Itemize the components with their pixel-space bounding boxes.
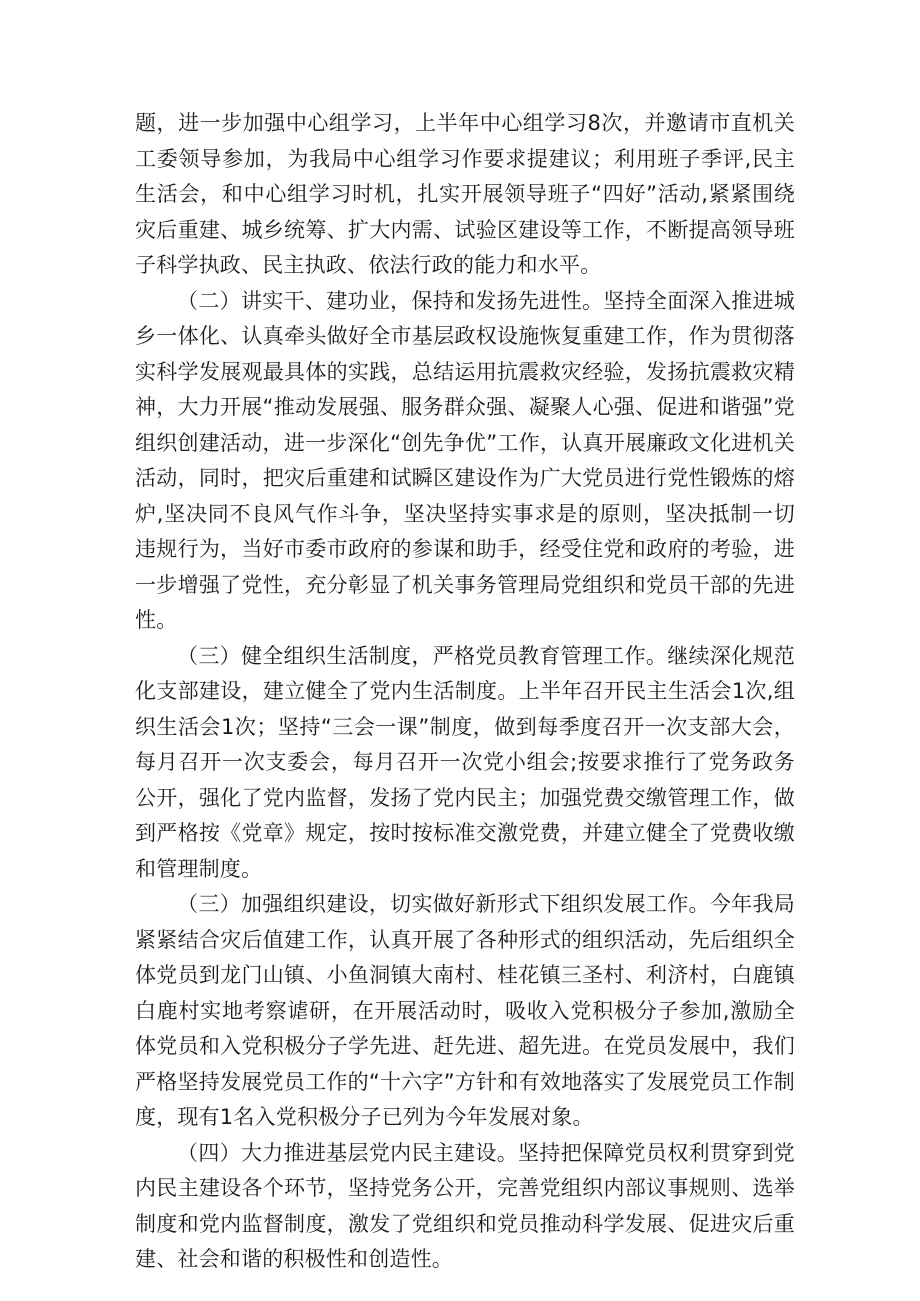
paragraph-continuation: 题，进一步加强中心组学习，上半年中心组学习8次，并邀请市直机关工委领导参加，为我局中心组学习作要求提建议；利用班子季评,民主生活会，和中心组学习时机，扎实开展领导班子“四好”活动,紧紧围绕灾后重建、城乡统筹、扩大内需、试验区建设等工作，不断提高领导班子科学执政、民主执政、依法行政的能力和水平。	[135, 111, 795, 277]
paragraph-section-3b: （三）加强组织建设，切实做好新形式下组织发展工作。今年我局紧紧结合灾后值建工作，认真开展了各种形式的组织活动，先后组织全体党员到龙门山镇、小鱼洞镇大南村、桂花镇三圣村、利济村，白鹿镇白鹿村实地考察谑研，在开展活动时，吸收入党积极分子参加,激励全体党员和入党积极分子学先进、赶先进、超先进。在党员发展中，我们严格坚持发展党员工作的“十六字”方针和有效地落实了发展党员工作制度，现有1名入党积极分子已列为今年发展对象。	[135, 892, 795, 1129]
document-body	[135, 106, 795, 1278]
paragraph-section-2: （二）讲实干、建功业，保持和发扬先进性。坚持全面深入推进城乡一体化、认真牵头做好全市基层政权设施恢复重建工作，作为贯彻落实科学发展观最具体的实践，总结运用抗震救灾经验，发扬抗震救灾精神，大力开展“推动发展强、服务群众强、凝聚人心强、促进和谐强”党组织创建活动，进一步深化“创先争优”工作，认真开展廉政文化进机关活动，同时，把灾后重建和试瞬区建设作为广大党员进行党性锻炼的熔炉,坚决同不良风气作斗争，坚决坚持实事求是的原则，坚决抵制一切违规行为，当好市委市政府的参谋和助手，经受住党和政府的考验，进一步增强了党性，充分彰显了机关事务管理局党组织和党员干部的先进性。	[135, 288, 795, 632]
paragraph-section-4: （四）大力推进基层党内民主建设。坚持把保障党员权利贯穿到党内民主建设各个环节，坚持党务公开，完善党组织内部议事规则、选举制度和党内监督制度，激发了党组织和党员推动科学发展、促进灾后重建、社会和谐的积极性和创造性。	[135, 1140, 795, 1271]
paragraph-section-3a: （三）健全组织生活制度，严格党员教育管理工作。继续深化规范化支部建设，建立健全了党内生活制度。上半年召开民主生活会1次,组织生活会1次；坚持“三会一课”制度，做到每季度召开一次支部大会，每月召开一次支委会，每月召开一次党小组会;按要求推行了党务政务公开，强化了党内监督，发扬了党内民主；加强党费交缴管理工作，做到严格按《党章》规定，按时按标准交激党费，并建立健全了党费收缴和管理制度。	[135, 643, 795, 881]
